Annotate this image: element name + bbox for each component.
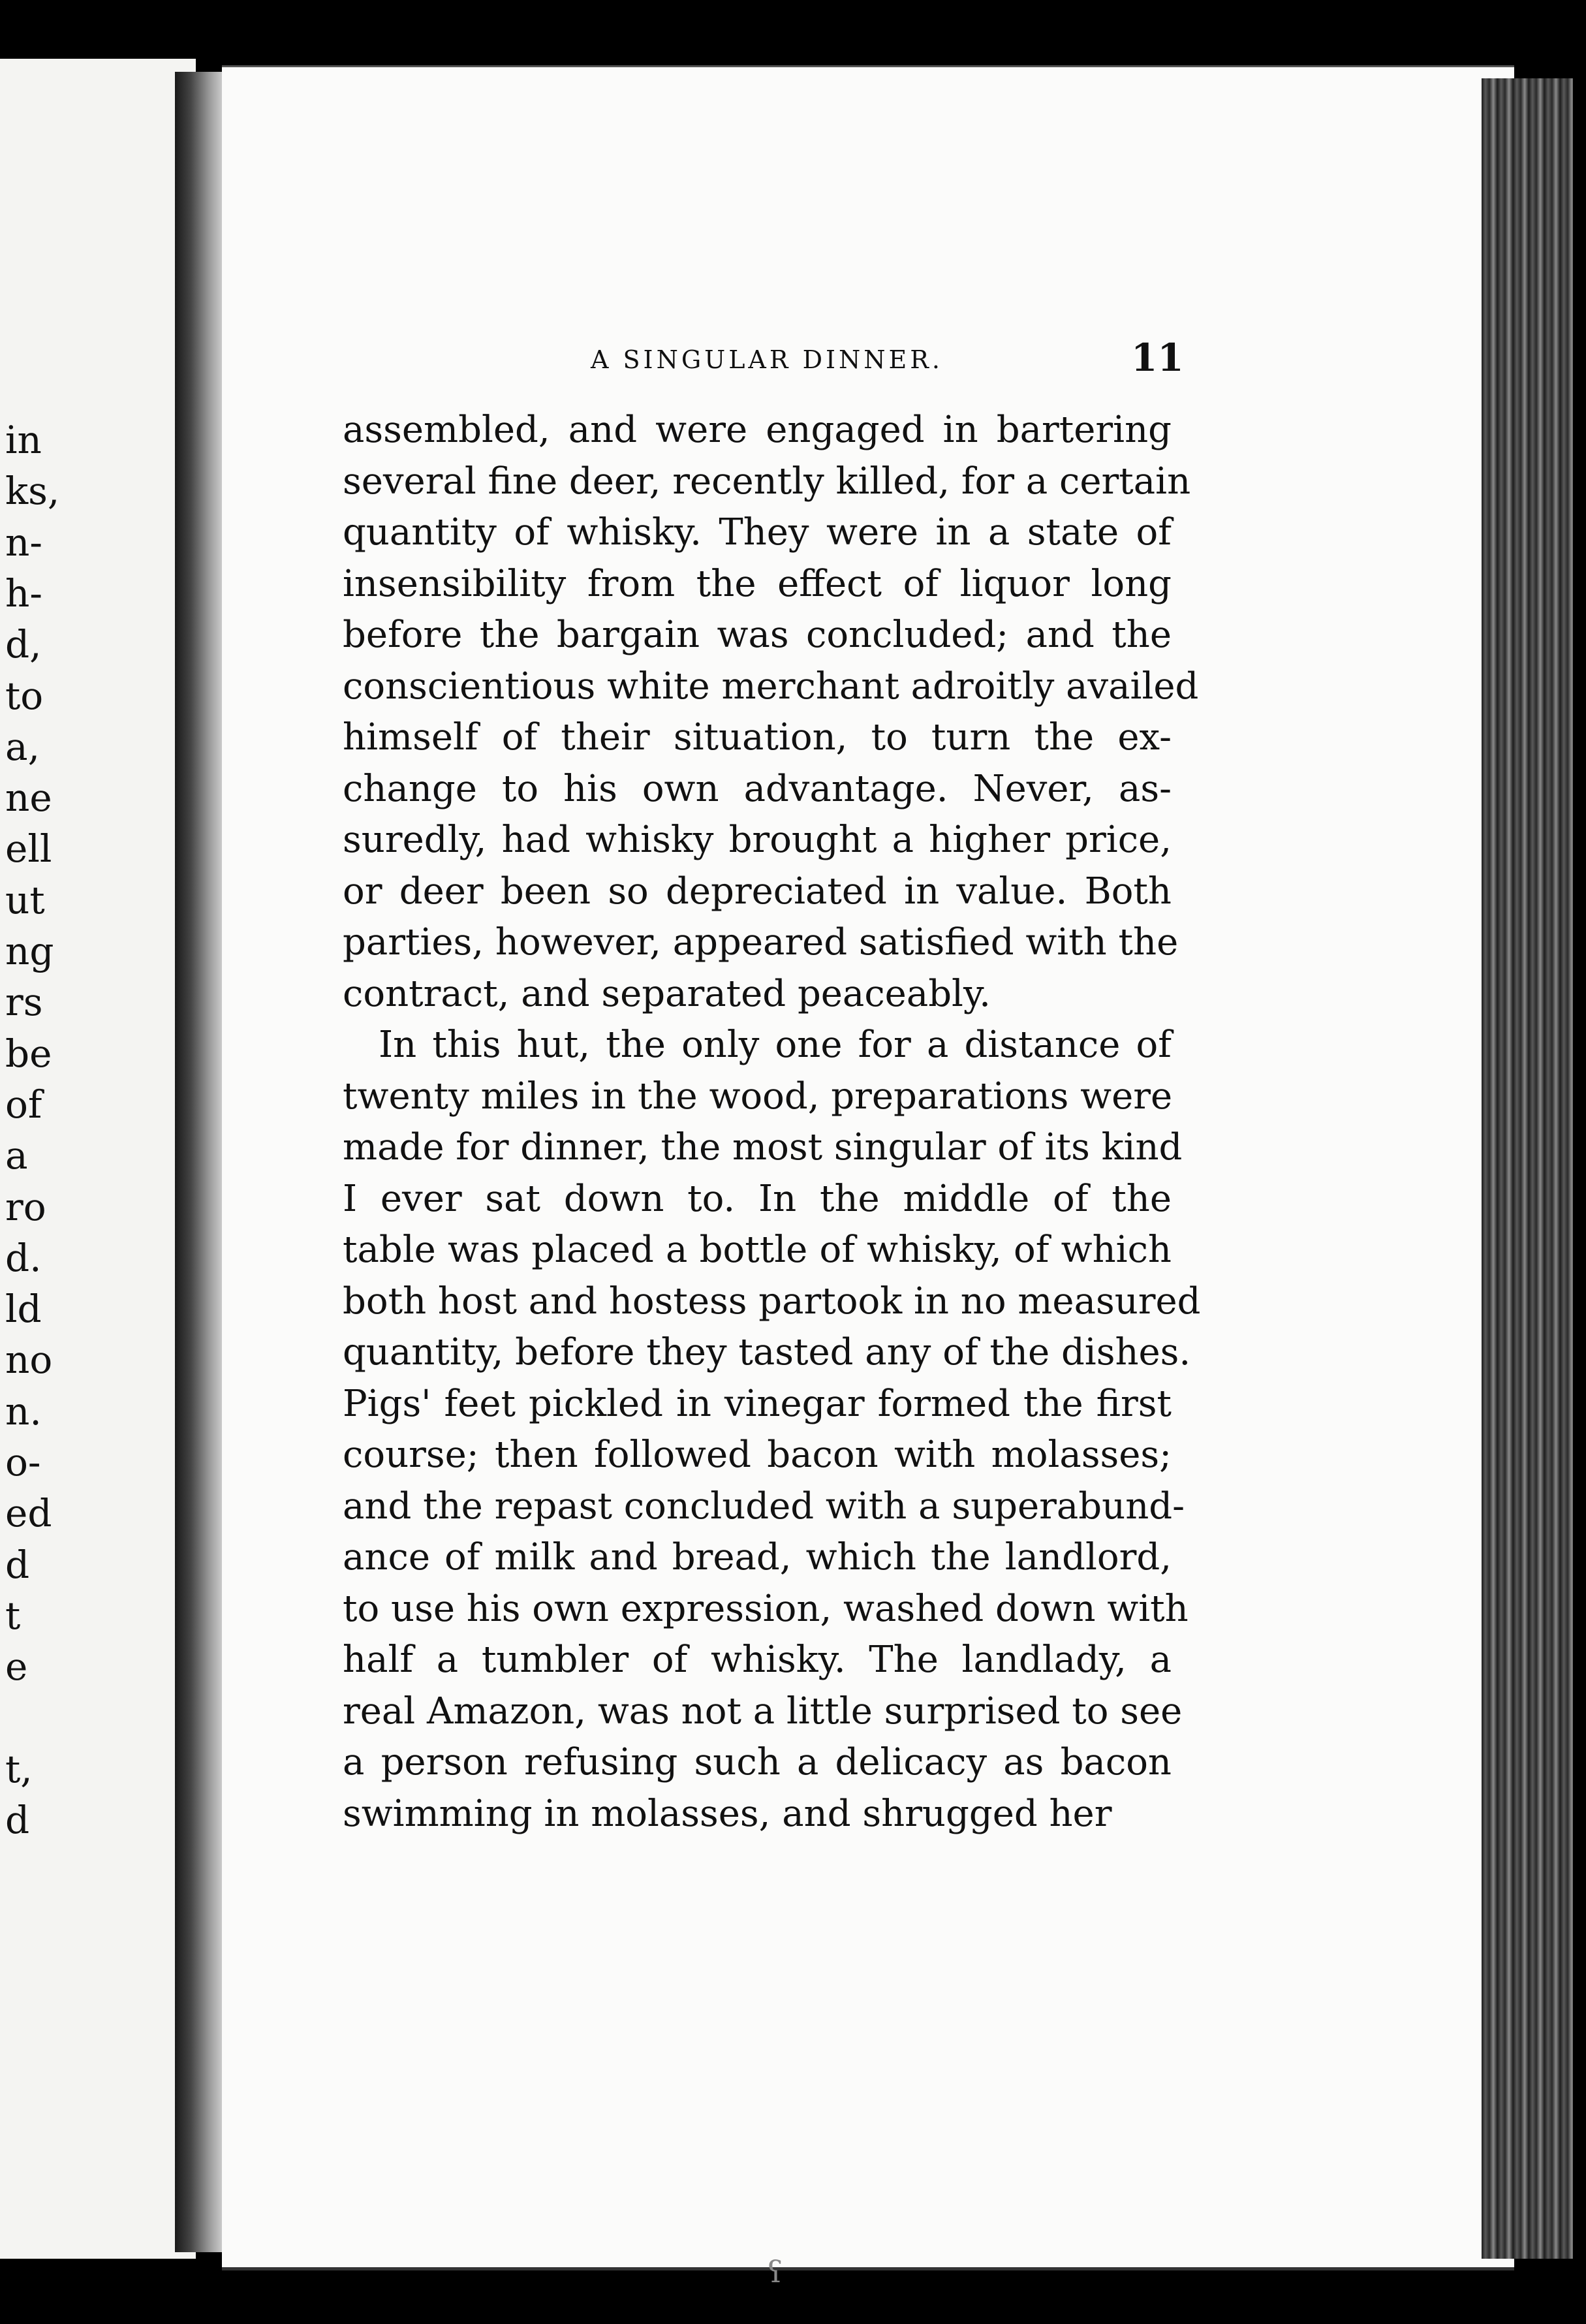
left-edge-fragment: a — [5, 1133, 28, 1178]
text-line: I ever sat down to. In the middle of the — [343, 1177, 1172, 1220]
text-line: assembled, and were engaged in bartering — [343, 409, 1172, 451]
text-line: twenty miles in the wood, preparations were — [343, 1075, 1173, 1118]
left-edge-fragment: to — [5, 673, 44, 718]
page-edges — [1482, 78, 1573, 2259]
text-line: made for dinner, the most singular of its kind — [343, 1126, 1183, 1169]
text-line: change to his own advantage. Never, as- — [343, 767, 1172, 810]
text-line: parties, however, appeared satisfied with the — [343, 921, 1179, 964]
text-line: course; then followed bacon with molasses; — [343, 1434, 1172, 1476]
left-edge-fragment: ed — [5, 1491, 52, 1536]
running-head: A SINGULAR DINNER. — [591, 345, 943, 374]
left-edge-fragment: o- — [5, 1440, 41, 1484]
text-line: half a tumbler of whisky. The landlady, a — [343, 1639, 1172, 1681]
text-line: both host and hostess partook in no measured — [343, 1280, 1201, 1323]
left-edge-fragment: e — [5, 1644, 28, 1689]
left-edge-fragment: ld — [5, 1287, 42, 1332]
text-line: swimming in molasses, and shrugged her — [343, 1792, 1112, 1835]
left-edge-fragment: a, — [5, 724, 40, 769]
text-line: himself of their situation, to turn the ex- — [343, 716, 1172, 759]
left-edge-fragment: no — [5, 1338, 53, 1383]
left-edge-fragment — [5, 1693, 201, 1744]
left-edge-fragment: d. — [5, 1235, 42, 1280]
text-line: contract, and separated peaceably. — [343, 972, 991, 1015]
text-line: several fine deer, recently killed, for a certain — [343, 460, 1191, 503]
left-edge-fragment: h- — [5, 571, 42, 616]
left-edge-fragment: t — [5, 1593, 21, 1638]
left-edge-fragment: be — [5, 1031, 52, 1076]
text-line: ance of milk and bread, which the landlord, — [343, 1536, 1172, 1578]
text-line: real Amazon, was not a little surprised to see — [343, 1689, 1183, 1733]
left-edge-fragment: in — [5, 418, 42, 462]
left-edge-fragment: n. — [5, 1389, 42, 1434]
left-edge-fragment: d — [5, 1798, 30, 1843]
text-line: In this hut, the only one for a distance of — [379, 1024, 1172, 1066]
footer-mark: ʕ — [767, 2254, 783, 2289]
left-edge-fragment: ng — [5, 929, 54, 973]
text-line: quantity, before they tasted any of the dishes. — [343, 1331, 1191, 1374]
left-edge-fragment: ro — [5, 1184, 46, 1229]
text-line: or deer been so depreciated in value. Both — [343, 870, 1172, 913]
left-edge-fragment: n- — [5, 520, 42, 565]
page-number: 11 — [1131, 336, 1184, 380]
text-line: quantity of whisky. They were in a state of — [343, 511, 1172, 554]
left-edge-fragment: of — [5, 1082, 42, 1127]
left-edge-fragment: d, — [5, 622, 42, 667]
left-edge-fragment: ut — [5, 877, 45, 922]
text-line: conscientious white merchant adroitly availed — [343, 665, 1199, 708]
left-edge-fragment: ne — [5, 776, 52, 821]
left-edge-fragment: rs — [5, 980, 43, 1025]
text-line: and the repast concluded with a superabund- — [343, 1484, 1185, 1528]
text-line: table was placed a bottle of whisky, of which — [343, 1229, 1172, 1271]
left-edge-fragment: ks, — [5, 469, 60, 514]
text-line: insensibility from the effect of liquor long — [343, 562, 1172, 605]
left-edge-fragment: t, — [5, 1746, 33, 1791]
text-line: a person refusing such a delicacy as bacon — [343, 1741, 1172, 1783]
text-line: before the bargain was concluded; and the — [343, 614, 1172, 656]
text-line: Pigs' feet pickled in vinegar formed the first — [343, 1382, 1172, 1425]
body-text — [343, 405, 1201, 1840]
left-edge-fragment: ell — [5, 826, 52, 872]
text-line: suredly, had whisky brought a higher price, — [343, 819, 1172, 861]
left-edge-fragment: d — [5, 1542, 30, 1587]
left-page — [0, 59, 196, 2259]
text-line: to use his own expression, washed down with — [343, 1587, 1189, 1630]
